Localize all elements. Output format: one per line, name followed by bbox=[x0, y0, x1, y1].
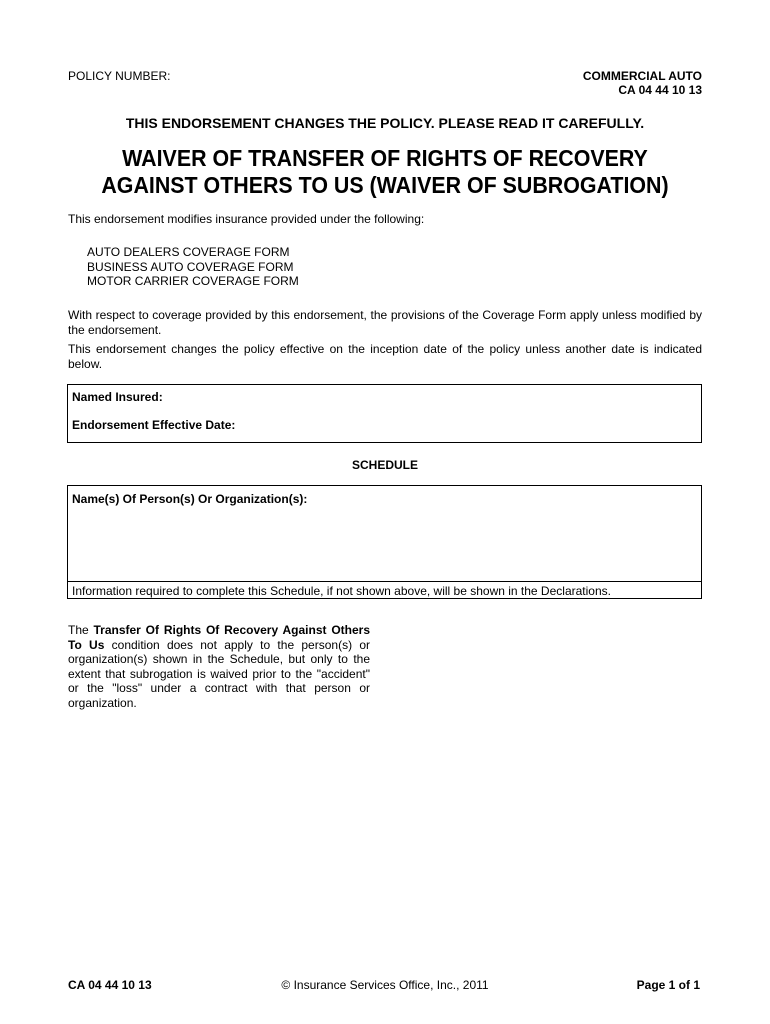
footer-copyright: © Insurance Services Office, Inc., 2011 bbox=[281, 978, 489, 992]
condition-term: Transfer Of Rights Of Recovery Against Others To Us bbox=[68, 623, 371, 652]
list-item: MOTOR CARRIER COVERAGE FORM bbox=[87, 274, 299, 288]
schedule-box bbox=[67, 485, 702, 599]
footer-page-number: Page 1 of 1 bbox=[636, 978, 700, 992]
insured-info-box bbox=[67, 384, 702, 443]
list-item: BUSINESS AUTO COVERAGE FORM bbox=[87, 259, 294, 274]
page-title bbox=[27, 145, 743, 199]
list-item: AUTO DEALERS COVERAGE FORM bbox=[87, 245, 290, 259]
title-line-1: WAIVER OF TRANSFER OF RIGHTS OF RECOVERY bbox=[122, 145, 648, 171]
form-identifier bbox=[583, 69, 702, 97]
schedule-note: Information required to complete this Schedule, if not shown above, will be shown in the Declarations. bbox=[72, 584, 611, 598]
title-line-2: AGAINST OTHERS TO US (WAIVER OF SUBROGATION) bbox=[101, 172, 669, 198]
condition-prefix: The bbox=[68, 623, 94, 637]
named-insured-label: Named Insured: bbox=[72, 390, 163, 404]
persons-organizations-label: Name(s) Of Person(s) Or Organization(s): bbox=[72, 492, 308, 506]
form-number: CA 04 44 10 13 bbox=[618, 83, 702, 97]
coverage-provision-paragraph: With respect to coverage provided by this endorsement, the provisions of the Coverage Form apply unless modified by the endorsement. bbox=[68, 308, 702, 337]
coverage-forms-list bbox=[87, 245, 299, 289]
condition-paragraph bbox=[68, 623, 370, 710]
policy-number-label: POLICY NUMBER: bbox=[68, 69, 171, 83]
effective-date-label: Endorsement Effective Date: bbox=[72, 418, 236, 432]
effective-date-paragraph: This endorsement changes the policy effective on the inception date of the policy unless another date is indicated below. bbox=[68, 342, 702, 371]
schedule-divider bbox=[68, 581, 701, 582]
intro-text: This endorsement modifies insurance provided under the following: bbox=[68, 212, 425, 226]
footer-form-number: CA 04 44 10 13 bbox=[68, 978, 152, 992]
schedule-heading: SCHEDULE bbox=[351, 458, 418, 472]
line-of-business: COMMERCIAL AUTO bbox=[582, 69, 702, 83]
endorsement-notice: THIS ENDORSEMENT CHANGES THE POLICY. PLEASE READ IT CAREFULLY. bbox=[125, 115, 645, 131]
condition-body: condition does not apply to the person(s) or organization(s) shown in the Schedule, but only to the extent that subrogation is waived prior to the "accident" or the "loss" under a contract with that person or organization. bbox=[68, 637, 371, 710]
